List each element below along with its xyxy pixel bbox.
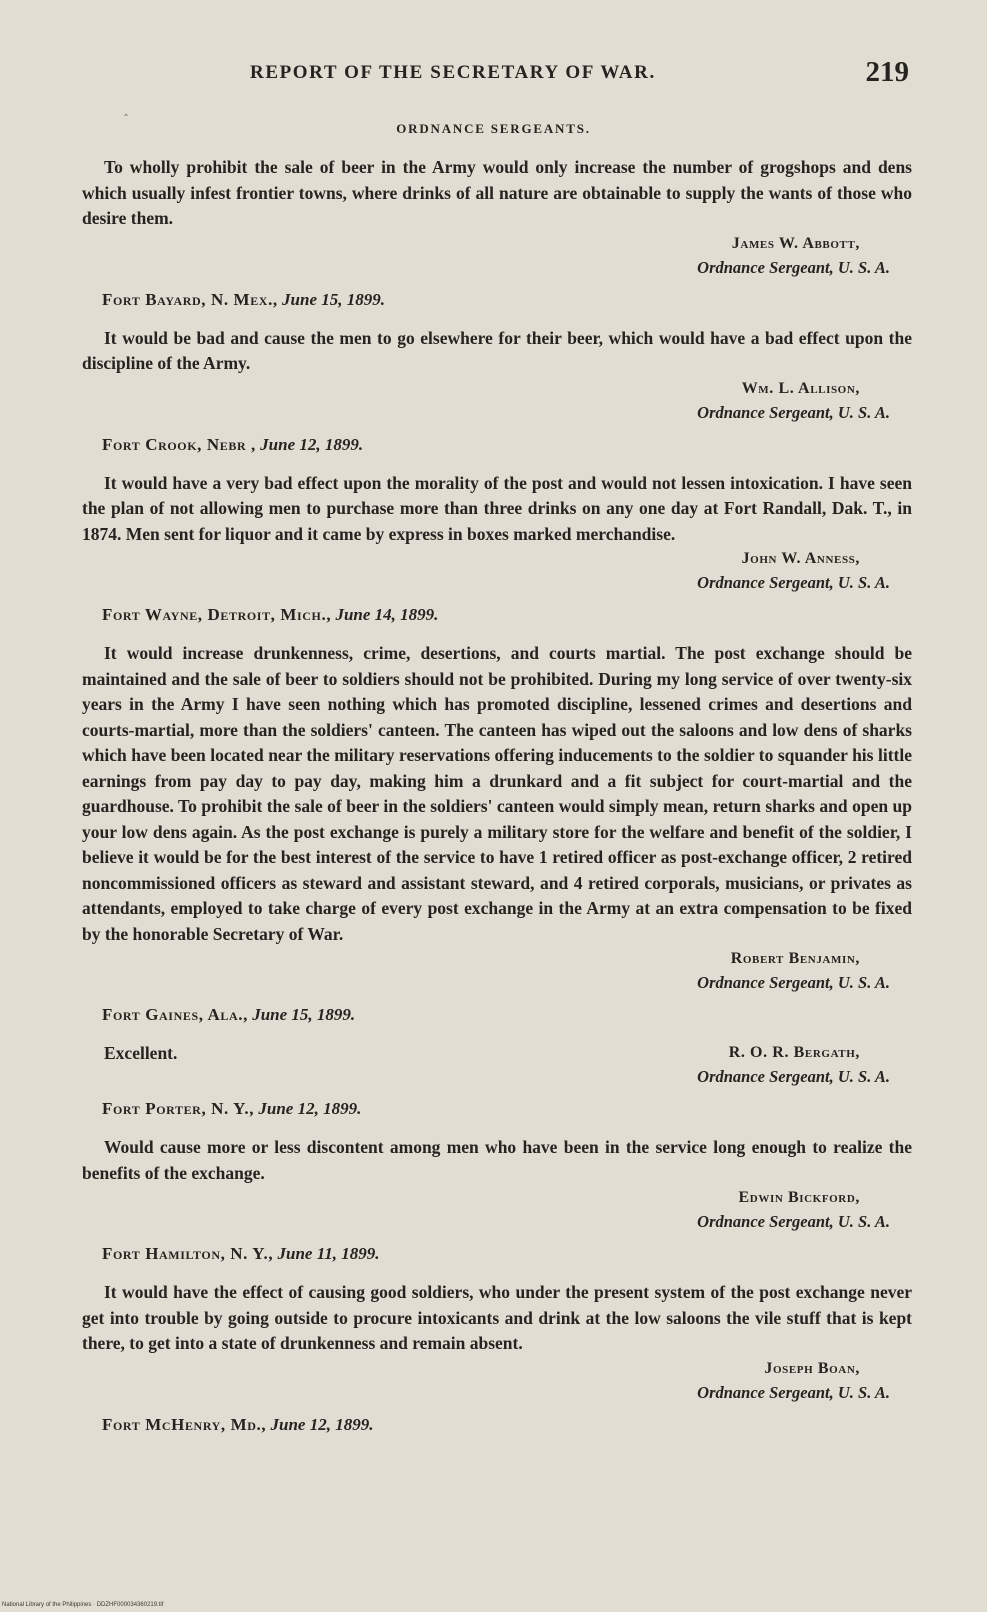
place-date-line <box>82 603 912 627</box>
place-date-line <box>82 1003 912 1027</box>
entry-anness <box>82 471 912 628</box>
place-name: Fort Wayne, Detroit, Mich., <box>102 605 332 624</box>
signer-title: Ordnance Sergeant, U. S. A. <box>697 257 890 277</box>
stray-mark: ‸ <box>124 102 129 116</box>
place-name: Fort Hamilton, N. Y., <box>102 1244 274 1263</box>
entry-bergath <box>82 1041 912 1121</box>
entry-abbott <box>82 155 912 312</box>
scan-footer-note: National Library of the Philippines · DDZHF000034360219.tif <box>2 1602 164 1608</box>
entry-text: It would have the effect of causing good soldiers, who under the present system of the post exchange never get into trouble by going outside to procure intoxicants and drink at the low saloons the vile stuff that is kept there, to get into a state of drunkenness and remain absent. <box>82 1282 912 1353</box>
signer-title: Ordnance Sergeant, U. S. A. <box>697 402 890 422</box>
page-header <box>0 56 987 96</box>
place-date-line <box>82 1413 912 1437</box>
page-number: 219 <box>865 56 909 88</box>
signer-title: Ordnance Sergeant, U. S. A. <box>697 1067 890 1086</box>
signature-block <box>82 232 912 280</box>
signer-name: James W. Abbott, <box>731 234 860 252</box>
place-date-line <box>82 1242 912 1266</box>
place-date: June 12, 1899. <box>258 1099 362 1118</box>
signature-block <box>82 1357 912 1405</box>
signer-title: Ordnance Sergeant, U. S. A. <box>697 1382 890 1402</box>
place-name: Fort Bayard, N. Mex., <box>102 289 278 309</box>
signer-title: Ordnance Sergeant, U. S. A. <box>697 1212 890 1231</box>
place-name: Fort Porter, N. Y., <box>102 1099 255 1118</box>
signer-name: Joseph Boan, <box>764 1359 860 1377</box>
signature-block <box>82 947 912 995</box>
running-title: REPORT OF THE SECRETARY OF WAR. <box>250 62 656 83</box>
entry-text: Excellent. <box>104 1043 178 1063</box>
signer-name: Edwin Bickford, <box>738 1189 860 1206</box>
place-date: June 15, 1899. <box>252 1005 356 1024</box>
signer-title: Ordnance Sergeant, U. S. A. <box>697 573 890 592</box>
signer-name: Wm. L. Allison, <box>741 379 860 397</box>
entry-text: It would have a very bad effect upon the morality of the post and would not lessen intoxication. I have seen the plan of not allowing men to purchase more than three drinks on any one day at Fort Randall, Dak. T., in 1874. Men sent for liquor and it came by express in boxes marked merchandise. <box>82 472 912 544</box>
entry-benjamin <box>82 641 912 1027</box>
signature-block <box>82 547 912 595</box>
entry-bickford <box>82 1135 912 1266</box>
entry-text: To wholly prohibit the sale of beer in the Army would only increase the number of grogshops and dens which usually infest frontier towns, where drinks of all nature are obtainable to supply the wants of those who desire them. <box>82 157 912 228</box>
signer-title: Ordnance Sergeant, U. S. A. <box>697 973 890 992</box>
signer-name: R. O. R. Bergath, <box>728 1044 860 1061</box>
entries-list <box>82 155 912 1451</box>
entry-text: It would be bad and cause the men to go elsewhere for their beer, which would have a bad effect upon the discipline of the Army. <box>82 327 912 373</box>
entry-text: Would cause more or less discontent among men who have been in the service long enough to realize the benefits of the exchange. <box>82 1137 912 1183</box>
place-date: June 11, 1899. <box>277 1244 380 1263</box>
signature-block <box>82 377 912 425</box>
place-name: Fort McHenry, Md., <box>102 1414 267 1434</box>
entry-text: It would increase drunkenness, crime, desertions, and courts martial. The post exchange should be maintained and the sale of beer to soldiers should not be prohibited. During my long service of over twenty-six years in the Army I have seen nothing which has promoted discipline, lessened crimes and desertions and courts-martial, more than the soldiers' canteen. The canteen has wiped out the saloons and low dens of sharks which have been located near the military reservations offering inducements to the soldier to squander his little earnings from pay day to pay day, making him a drunkard and a fit subject for court-martial and the guardhouse. To prohibit the sale of beer in the soldiers' canteen would simply mean, return sharks and open up your low dens again. As the post exchange is purely a military store for the welfare and benefit of the soldier, I believe it would be for the best interest of the service to have 1 retired officer as post-exchange officer, 2 retired noncommissioned officers as steward and assistant steward, and 4 retired corporals, musicians, or privates as attendants, employed to take charge of every post exchange in the Army at an extra compensation to be fixed by the honorable Secretary of War. <box>82 643 912 944</box>
signature-block <box>82 1186 912 1234</box>
place-date-line <box>82 433 912 457</box>
place-name: Fort Gaines, Ala., <box>102 1005 248 1024</box>
entry-boan <box>82 1280 912 1437</box>
signature-block <box>82 1041 912 1089</box>
entry-allison <box>82 326 912 457</box>
place-date: June 12, 1899. <box>270 1414 374 1434</box>
place-date: June 15, 1899. <box>282 289 385 309</box>
signer-name: Robert Benjamin, <box>730 950 860 967</box>
signer-name: John W. Anness, <box>741 550 860 567</box>
place-name: Fort Crook, Nebr , <box>102 434 256 454</box>
section-heading: ORDNANCE SERGEANTS. <box>396 121 591 136</box>
place-date-line <box>82 288 912 312</box>
place-date: June 14, 1899. <box>335 605 439 624</box>
place-date-line <box>82 1097 912 1121</box>
place-date: June 12, 1899. <box>260 434 364 454</box>
